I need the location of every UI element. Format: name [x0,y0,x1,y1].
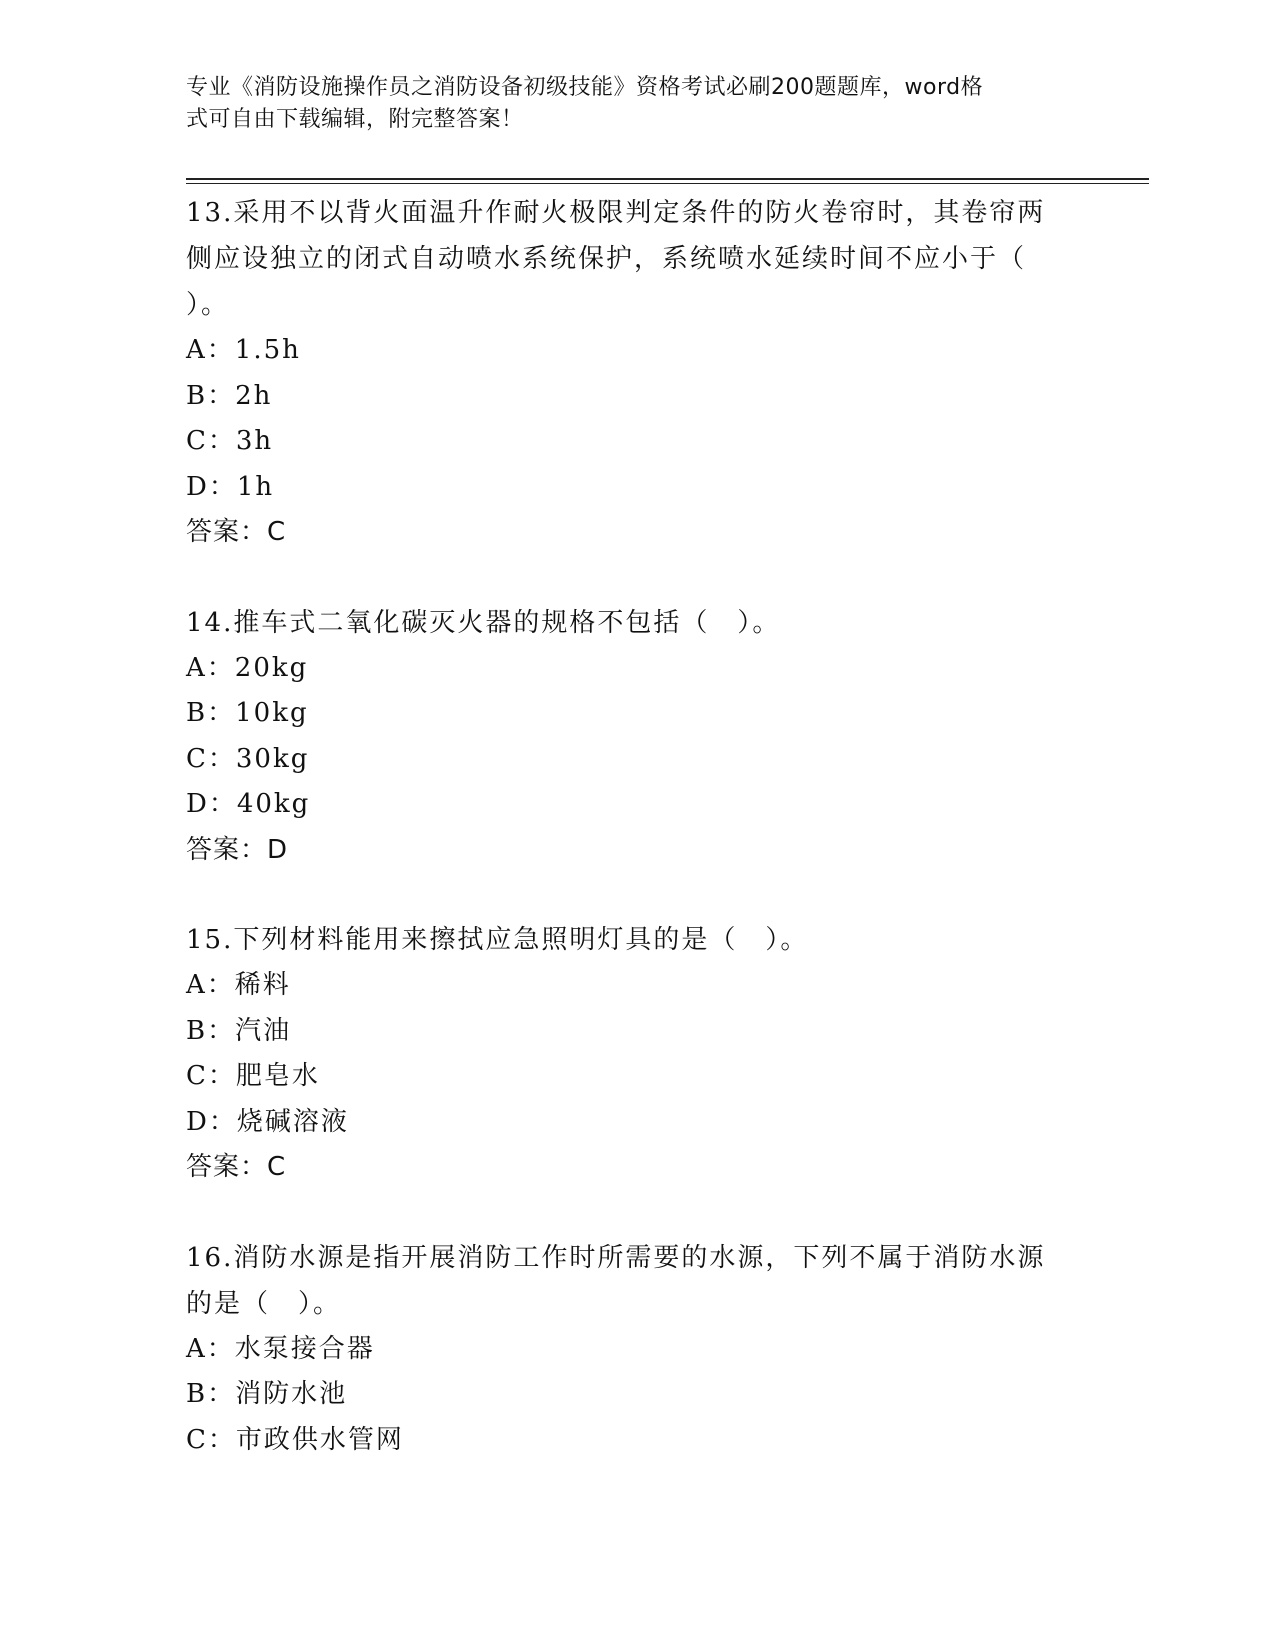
answer-line: 答案：C [186,1152,287,1182]
option-b: B：汽油 [186,1015,292,1046]
question-stem: 的是（ ）。 [186,1288,342,1319]
header-line: 式可自由下载编辑，附完整答案！ [186,107,524,132]
option-a: A：20kg [186,652,309,683]
option-b: B：2h [186,380,273,411]
option-b: B：消防水池 [186,1379,348,1409]
double-rule-top [186,178,1149,180]
question-stem: 侧应设独立的闭式自动喷水系统保护，系统喷水延续时间不应小于（ [186,244,1027,274]
option-c: C：30kg [186,743,310,774]
question-list [186,190,1086,1507]
question-15 [186,917,1086,1191]
question-16 [186,1235,1086,1464]
option-c: C：3h [186,426,274,456]
option-c: C：肥皂水 [186,1061,320,1091]
option-d: D：1h [186,471,275,502]
question-stem: 16.消防水源是指开展消防工作时所需要的水源，下列不属于消防水源 [186,1242,1046,1273]
double-rule-bottom [186,183,1149,184]
question-14 [186,600,1086,874]
header-line: 专业《消防设施操作员之消防设备初级技能》资格考试必刷200题题库，word格 [186,75,984,100]
option-a: A：1.5h [186,335,301,365]
option-c: C：市政供水管网 [186,1424,404,1455]
option-a: A：稀料 [186,970,291,1000]
question-stem: 14.推车式二氧化碳灭火器的规格不包括（ ）。 [186,607,781,638]
answer-line: 答案：D [186,834,289,865]
option-a: A：水泵接合器 [186,1333,375,1364]
option-d: D：40kg [186,789,311,819]
question-stem: 15.下列材料能用来擦拭应急照明灯具的是（ ）。 [186,925,809,955]
question-13 [186,190,1086,556]
option-b: B：10kg [186,698,309,728]
question-stem: ）。 [186,290,230,320]
document-header [186,72,1066,136]
question-stem: 13.采用不以背火面温升作耐火极限判定条件的防火卷帘时，其卷帘两 [186,198,1046,228]
option-d: D：烧碱溶液 [186,1106,349,1137]
answer-line: 答案：C [186,517,287,547]
